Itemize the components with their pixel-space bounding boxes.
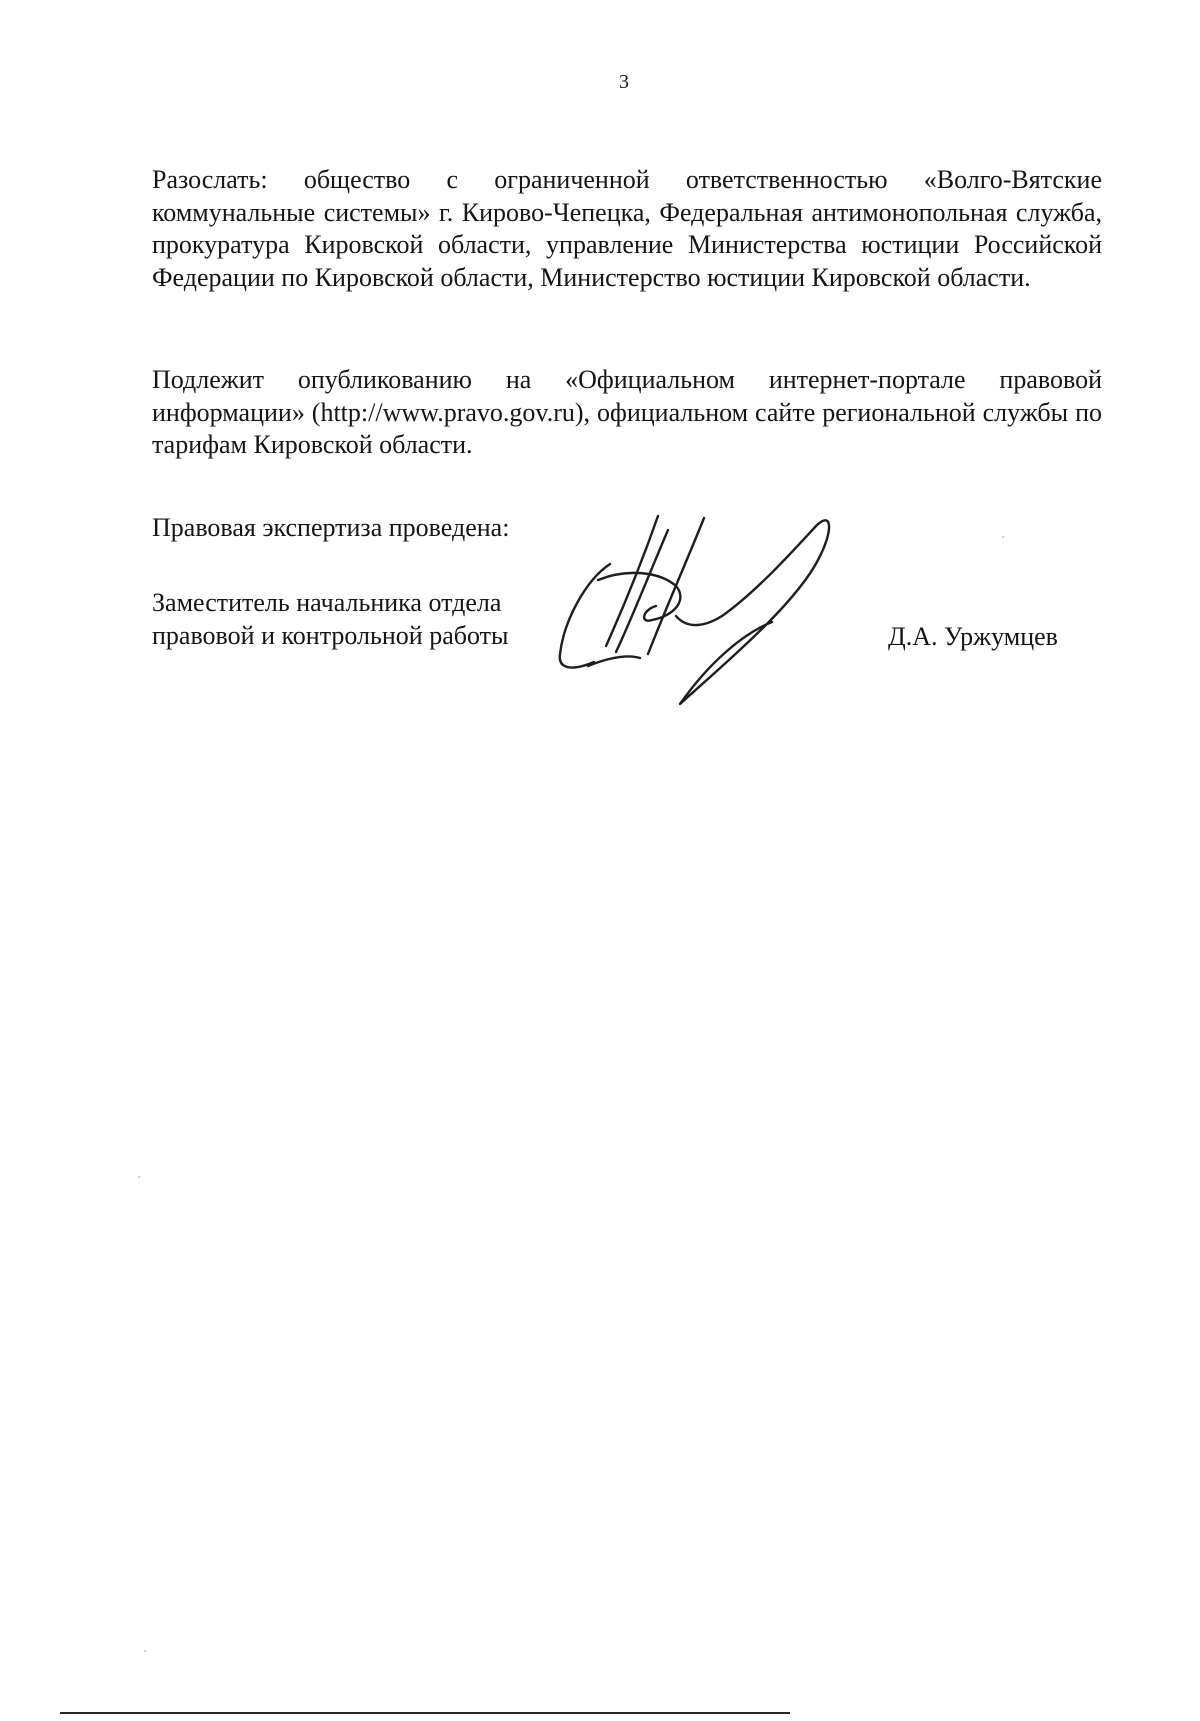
publication-paragraph: Подлежит опубликованию на «Официальном интернет-портале правовой информации» (http://www.pravo.gov.ru), официальном сайте региональной службы по тарифам Кировской области.: [152, 365, 1102, 459]
legal-expertise-label: Правовая экспертиза проведена:: [152, 513, 510, 542]
signature-icon: [548, 508, 868, 708]
page-number: 3: [619, 71, 629, 93]
signer-title-line-2: правовой и контрольной работы: [152, 621, 509, 650]
scan-artifact: [144, 1650, 146, 1652]
distribution-paragraph: Разослать: общество с ограниченной ответственностью «Волго-Вятские коммунальные системы» г. Кирово-Чепецка, Федеральная антимонопольная служба, прокуратура Кировской области, управление Министерства юстиции Российской Федерации по Кировской области, Министерство юстиции Кировской области.: [152, 165, 1102, 292]
scan-artifact: [138, 1176, 140, 1178]
bottom-rule: [60, 1712, 790, 1714]
scan-artifact: [1002, 536, 1004, 538]
signer-title-line-1: Заместитель начальника отдела: [152, 588, 502, 617]
signer-name: Д.А. Уржумцев: [888, 622, 1058, 651]
signer-title: [152, 586, 508, 652]
